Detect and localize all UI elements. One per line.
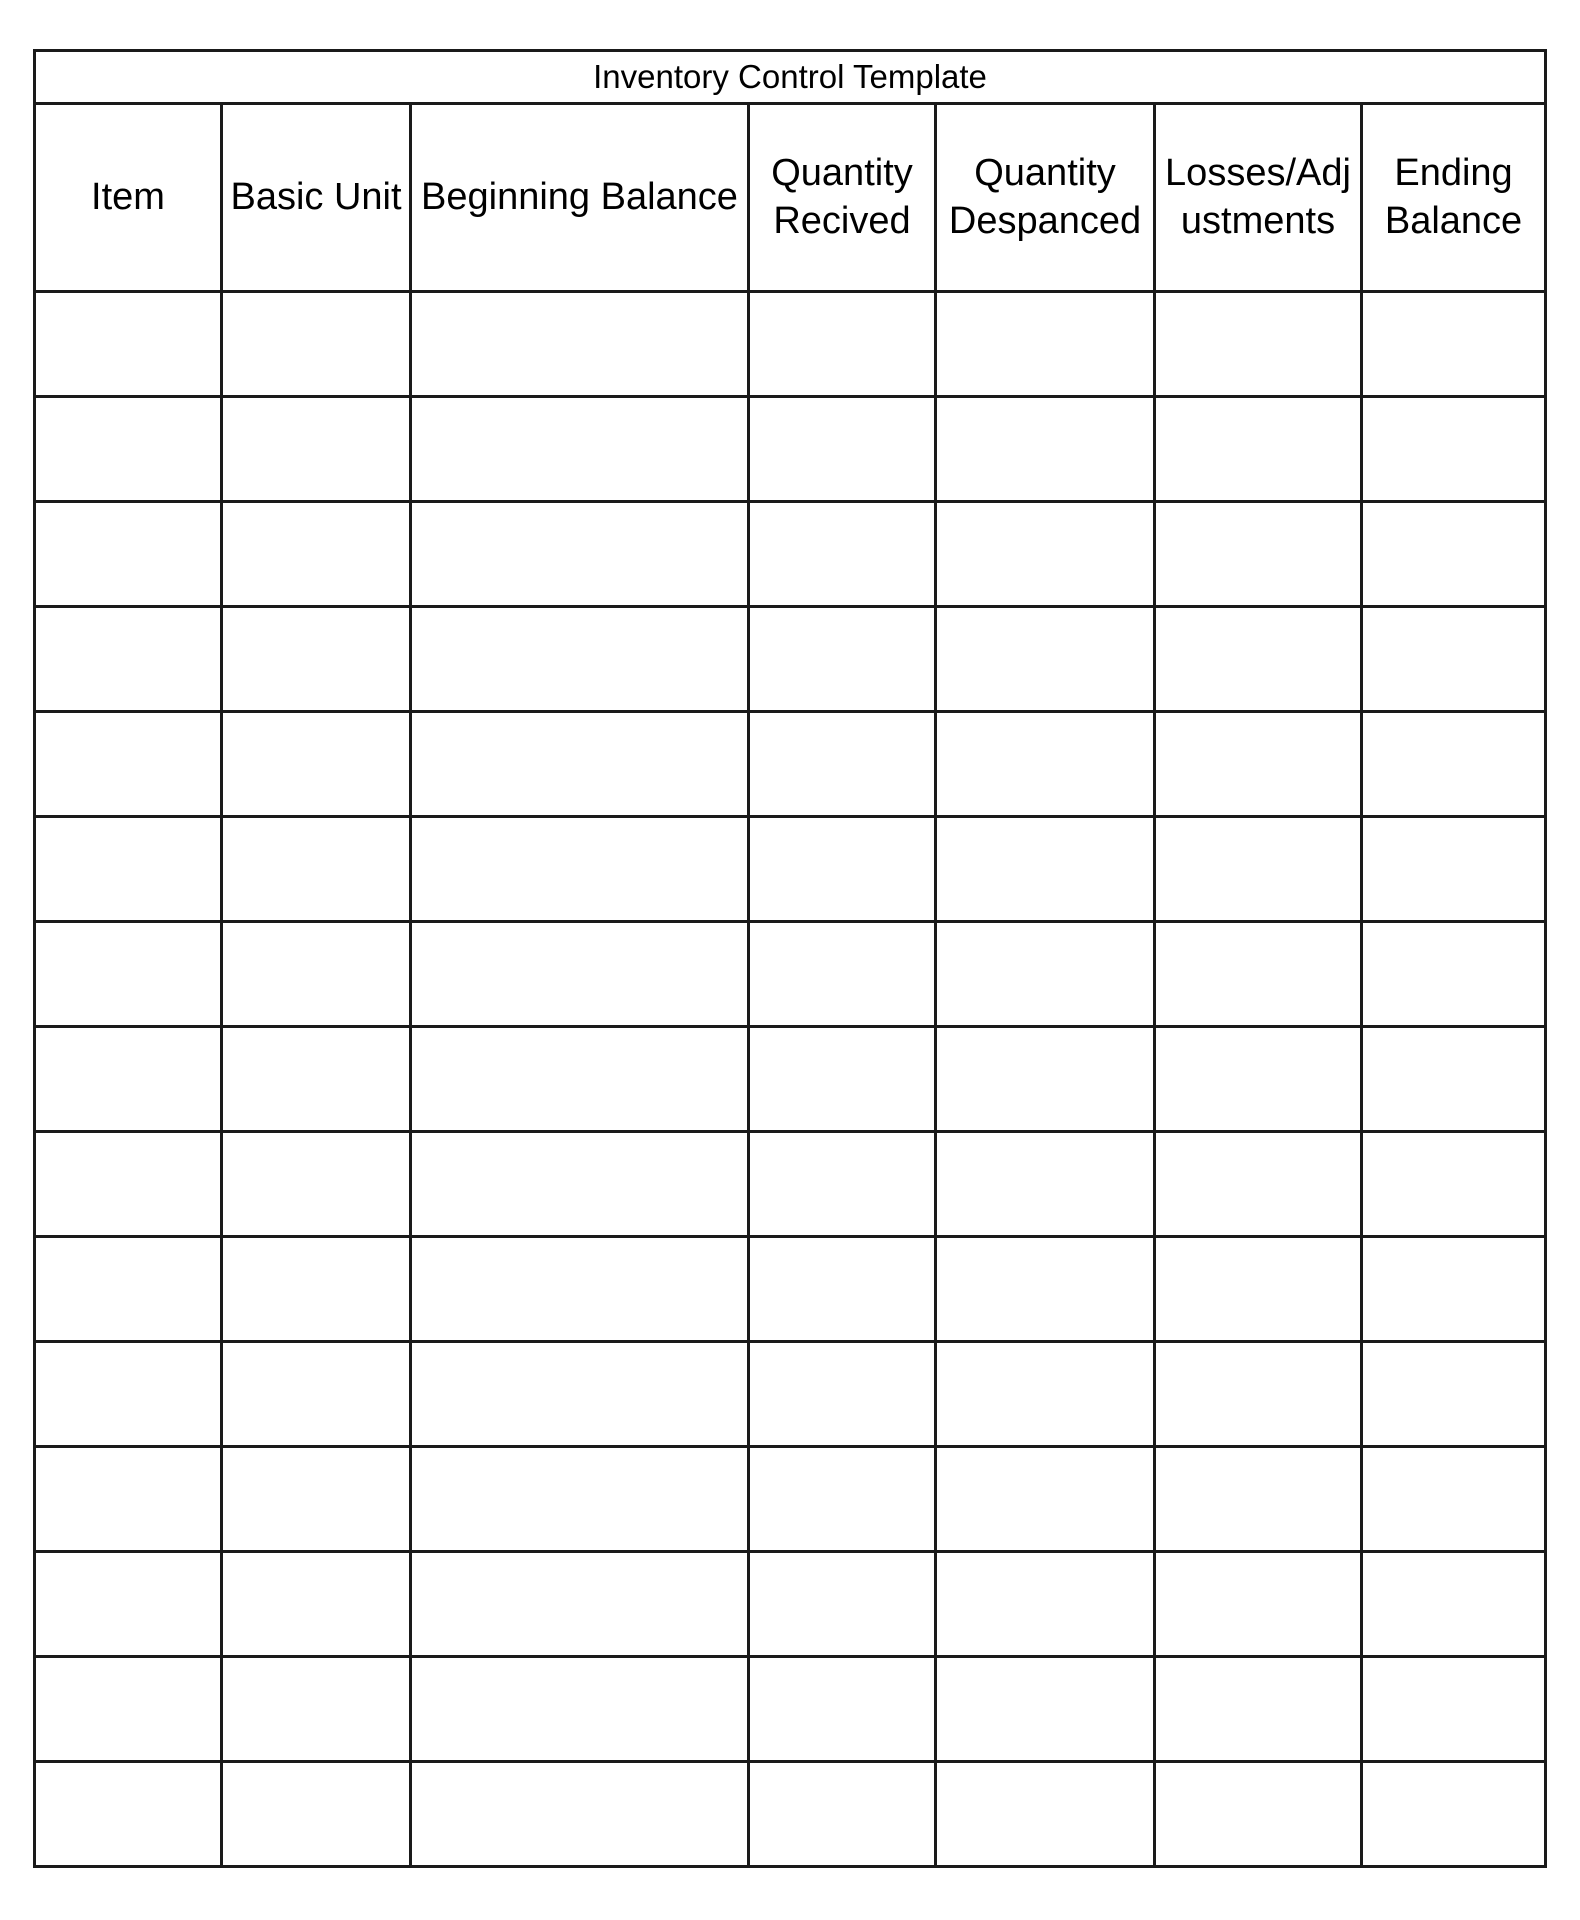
table-cell-beginning-balance[interactable] [411,712,749,817]
inventory-table [33,49,1547,1868]
table-cell-losses-adjustments[interactable] [1155,712,1362,817]
table-cell-quantity-despanced[interactable] [936,1657,1155,1762]
table-cell-beginning-balance[interactable] [411,1132,749,1237]
table-cell-item[interactable] [35,817,222,922]
table-cell-item[interactable] [35,1342,222,1447]
table-cell-item[interactable] [35,607,222,712]
table-row [35,1657,1546,1762]
table-cell-ending-balance[interactable] [1362,1237,1546,1342]
table-cell-beginning-balance[interactable] [411,502,749,607]
column-header-label: Losses/Adj ustments [1165,152,1351,242]
table-cell-ending-balance[interactable] [1362,1027,1546,1132]
table-cell-quantity-received[interactable] [749,1342,936,1447]
table-row [35,397,1546,502]
column-header-label: Item [91,175,165,218]
table-row [35,712,1546,817]
column-header-label: Ending Balance [1384,152,1523,242]
table-cell-quantity-despanced[interactable] [936,292,1155,397]
table-cell-quantity-received[interactable] [749,292,936,397]
table-cell-ending-balance[interactable] [1362,397,1546,502]
table-cell-losses-adjustments[interactable] [1155,1027,1362,1132]
table-cell-item[interactable] [35,1657,222,1762]
column-header-label: Quantity Despanced [948,152,1142,242]
table-cell-quantity-received[interactable] [749,922,936,1027]
table-cell-item[interactable] [35,397,222,502]
table-cell-quantity-despanced[interactable] [936,922,1155,1027]
column-header-basic-unit [222,104,411,292]
table-cell-basic-unit[interactable] [222,1027,411,1132]
table-row [35,1342,1546,1447]
column-header-quantity-despanced [936,104,1155,292]
table-cell-quantity-received[interactable] [749,502,936,607]
table-cell-item[interactable] [35,1762,222,1867]
table-cell-ending-balance[interactable] [1362,1762,1546,1867]
table-cell-item[interactable] [35,1552,222,1657]
table-cell-losses-adjustments[interactable] [1155,397,1362,502]
table-cell-quantity-despanced[interactable] [936,1132,1155,1237]
table-cell-beginning-balance[interactable] [411,922,749,1027]
table-cell-ending-balance[interactable] [1362,1447,1546,1552]
table-cell-ending-balance[interactable] [1362,502,1546,607]
table-cell-quantity-despanced[interactable] [936,1237,1155,1342]
table-cell-ending-balance[interactable] [1362,607,1546,712]
column-header-label: Basic Unit [230,175,402,218]
table-cell-losses-adjustments[interactable] [1155,1657,1362,1762]
column-header-ending-balance [1362,104,1546,292]
table-row [35,922,1546,1027]
table-cell-quantity-received[interactable] [749,1237,936,1342]
table-cell-item[interactable] [35,292,222,397]
table-cell-ending-balance[interactable] [1362,922,1546,1027]
table-cell-ending-balance[interactable] [1362,292,1546,397]
table-cell-beginning-balance[interactable] [411,607,749,712]
table-cell-ending-balance[interactable] [1362,1657,1546,1762]
table-cell-quantity-despanced[interactable] [936,1762,1155,1867]
table-cell-quantity-despanced[interactable] [936,607,1155,712]
table-cell-quantity-received[interactable] [749,1447,936,1552]
table-row [35,1552,1546,1657]
table-cell-basic-unit[interactable] [222,292,411,397]
table-row [35,502,1546,607]
table-cell-losses-adjustments[interactable] [1155,1447,1362,1552]
table-cell-basic-unit[interactable] [222,1552,411,1657]
table-row [35,817,1546,922]
table-cell-ending-balance[interactable] [1362,1132,1546,1237]
table-cell-basic-unit[interactable] [222,922,411,1027]
table-cell-quantity-received[interactable] [749,712,936,817]
table-cell-basic-unit[interactable] [222,1132,411,1237]
column-header-label: Quantity Recived [771,152,913,242]
table-cell-quantity-despanced[interactable] [936,1552,1155,1657]
table-cell-item[interactable] [35,1447,222,1552]
column-header-item [35,104,222,292]
table-cell-beginning-balance[interactable] [411,292,749,397]
table-cell-item[interactable] [35,1237,222,1342]
table-cell-ending-balance[interactable] [1362,817,1546,922]
column-header-beginning-balance [411,104,749,292]
table-cell-quantity-despanced[interactable] [936,397,1155,502]
table-cell-losses-adjustments[interactable] [1155,502,1362,607]
table-row [35,1447,1546,1552]
table-cell-losses-adjustments[interactable] [1155,1132,1362,1237]
table-cell-quantity-despanced[interactable] [936,502,1155,607]
table-cell-quantity-received[interactable] [749,607,936,712]
table-cell-quantity-despanced[interactable] [936,1342,1155,1447]
table-cell-basic-unit[interactable] [222,712,411,817]
table-cell-ending-balance[interactable] [1362,712,1546,817]
table-cell-item[interactable] [35,1132,222,1237]
table-cell-quantity-received[interactable] [749,1762,936,1867]
table-cell-item[interactable] [35,502,222,607]
table-cell-basic-unit[interactable] [222,1657,411,1762]
table-cell-losses-adjustments[interactable] [1155,1552,1362,1657]
table-cell-beginning-balance[interactable] [411,1762,749,1867]
table-body [35,292,1546,1867]
table-row [35,1132,1546,1237]
table-cell-ending-balance[interactable] [1362,1342,1546,1447]
table-cell-losses-adjustments[interactable] [1155,922,1362,1027]
table-cell-basic-unit[interactable] [222,397,411,502]
table-cell-beginning-balance[interactable] [411,817,749,922]
table-row [35,607,1546,712]
table-cell-quantity-despanced[interactable] [936,712,1155,817]
table-cell-quantity-received[interactable] [749,817,936,922]
table-cell-basic-unit[interactable] [222,1762,411,1867]
table-cell-basic-unit[interactable] [222,502,411,607]
table-cell-losses-adjustments[interactable] [1155,1237,1362,1342]
column-header-quantity-received [749,104,936,292]
table-cell-basic-unit[interactable] [222,1447,411,1552]
table-cell-basic-unit[interactable] [222,817,411,922]
table-cell-beginning-balance[interactable] [411,1237,749,1342]
table-row [35,1762,1546,1867]
table-cell-basic-unit[interactable] [222,1237,411,1342]
table-cell-losses-adjustments[interactable] [1155,1762,1362,1867]
table-cell-losses-adjustments[interactable] [1155,1342,1362,1447]
table-cell-ending-balance[interactable] [1362,1552,1546,1657]
table-cell-quantity-received[interactable] [749,1027,936,1132]
table-cell-beginning-balance[interactable] [411,1027,749,1132]
table-cell-quantity-despanced[interactable] [936,817,1155,922]
table-cell-basic-unit[interactable] [222,1342,411,1447]
table-cell-quantity-despanced[interactable] [936,1447,1155,1552]
table-cell-beginning-balance[interactable] [411,1447,749,1552]
header-row [35,104,1546,292]
table-cell-item[interactable] [35,1027,222,1132]
table-row [35,1027,1546,1132]
table-cell-beginning-balance[interactable] [411,1657,749,1762]
table-cell-item[interactable] [35,712,222,817]
table-cell-beginning-balance[interactable] [411,397,749,502]
table-cell-basic-unit[interactable] [222,607,411,712]
table-cell-losses-adjustments[interactable] [1155,292,1362,397]
table-cell-quantity-received[interactable] [749,1552,936,1657]
title-row [35,51,1546,104]
table-cell-losses-adjustments[interactable] [1155,607,1362,712]
column-header-label: Beginning Balance [421,175,738,218]
table-cell-beginning-balance[interactable] [411,1552,749,1657]
table-cell-losses-adjustments[interactable] [1155,817,1362,922]
table-cell-item[interactable] [35,922,222,1027]
table-row [35,292,1546,397]
table-cell-quantity-received[interactable] [749,397,936,502]
table-cell-quantity-received[interactable] [749,1657,936,1762]
table-cell-beginning-balance[interactable] [411,1342,749,1447]
table-title: Inventory Control Template [35,51,1546,104]
table-cell-quantity-received[interactable] [749,1132,936,1237]
table-cell-quantity-despanced[interactable] [936,1027,1155,1132]
column-header-losses-adjustments [1155,104,1362,292]
table-row [35,1237,1546,1342]
